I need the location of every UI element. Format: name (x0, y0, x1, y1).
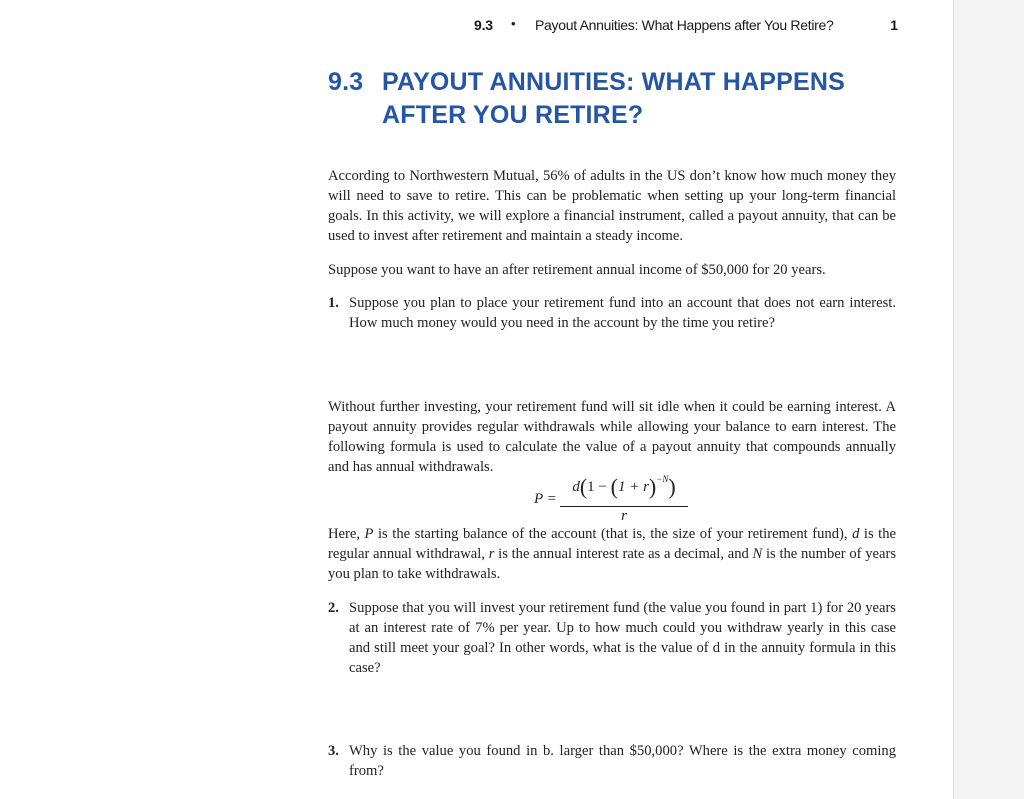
formula-denominator: r (621, 508, 627, 524)
question-3-text: Why is the value you found in b. larger than $50,000? Where is the extra money coming from? (349, 743, 896, 779)
running-head-title: Payout Annuities: What Happens after You Retire? (535, 17, 834, 33)
formula-one-minus: 1 − (587, 479, 611, 495)
formula-d: d (572, 479, 580, 495)
question-3-number: 3. (328, 743, 339, 759)
payout-annuity-formula (534, 474, 694, 528)
fraction-bar (560, 506, 688, 507)
question-2-number: 2. (328, 600, 339, 616)
formula-numerator: $d(1 - (1 + r)^{-N})$ (572, 474, 676, 499)
goal-statement: Suppose you want to have an after retirement annual income of $50,000 for 20 years. (328, 262, 826, 278)
page-number: 1 (890, 17, 898, 33)
section-title-line-1: PAYOUT ANNUITIES: WHAT HAPPENS (382, 68, 845, 96)
section-number: 9.3 (328, 68, 364, 96)
formula-one-plus-r: 1 + r (617, 479, 649, 495)
question-1-text: Suppose you plan to place your retirement fund into an account that does not earn interest. How much money would you need in the account by the time you retire? (349, 295, 896, 331)
running-head (474, 16, 898, 36)
section-heading (328, 66, 888, 132)
running-head-section: 9.3 (474, 17, 493, 33)
viewer-margin (953, 0, 1024, 799)
formula-exponent: −N (656, 474, 669, 484)
variable-definitions: Here, P is the starting balance of the account (that is, the size of your retirement fund), d is the regular annual withdrawal, r is the annual interest rate as a decimal, and N is the number of years you plan to take withdrawals. (328, 526, 896, 582)
intro-paragraph: According to Northwestern Mutual, 56% of adults in the US don’t know how much money they will need to save to retire. This can be problematic when setting up your long-term financial goals. In this activity, we will explore a financial instrument, called a payout annuity, that can be used to invest after retirement and maintain a steady income. (328, 168, 896, 244)
annuity-explanation: Without further investing, your retirement fund will sit idle when it could be earning interest. A payout annuity provides regular withdrawals while allowing your balance to earn interest. The following formula is used to calculate the value of a payout annuity that compounds annually and has annual withdrawals. (328, 399, 896, 475)
question-1-number: 1. (328, 295, 339, 311)
question-2-text: Suppose that you will invest your retirement fund (the value you found in part 1) for 20 years at an interest rate of 7% per year. Up to how much could you withdraw yearly in this case and still meet your goal? In other words, what is the value of d in the annuity formula in this case? (349, 600, 896, 676)
section-title-line-2: AFTER YOU RETIRE? (382, 101, 644, 129)
bullet-icon: • (511, 16, 516, 31)
formula-lhs: P = (534, 491, 557, 507)
